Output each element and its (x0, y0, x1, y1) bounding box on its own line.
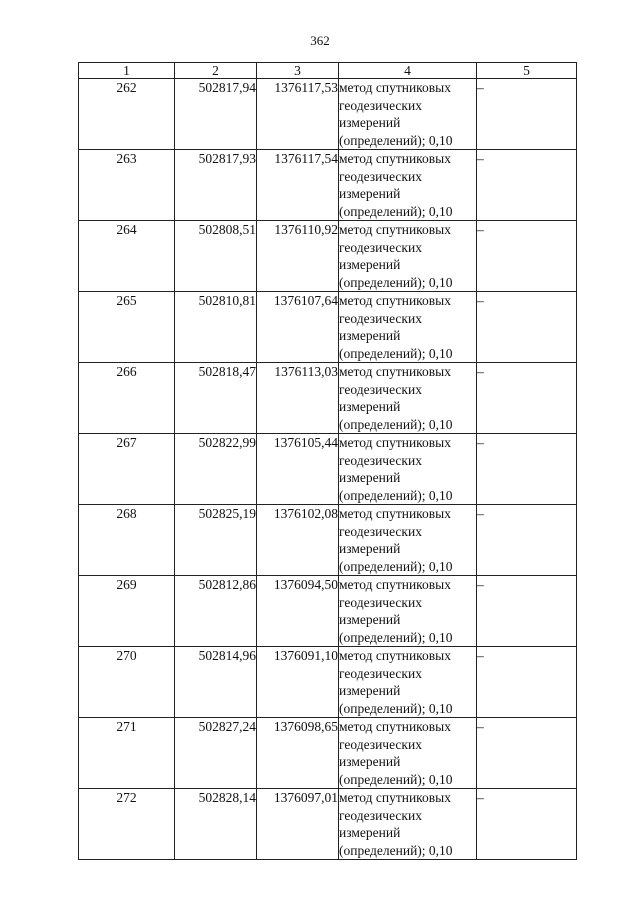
method-line: геодезических (339, 381, 422, 397)
method-line: метод спутниковых (339, 790, 451, 805)
y-coordinate-cell: 1376110,92 (257, 221, 339, 292)
table-row (79, 150, 577, 221)
point-number-cell: 264 (79, 221, 175, 292)
method-line: измерений (339, 115, 401, 130)
method-line: измерений (339, 257, 401, 272)
method-line: геодезических (339, 310, 422, 326)
method-cell (339, 576, 477, 647)
header-col-4: 4 (339, 63, 477, 79)
method-line: (определений); 0,10 (339, 274, 453, 290)
method-line: геодезических (339, 168, 422, 184)
method-line: геодезических (339, 523, 422, 539)
table-row (79, 363, 577, 434)
x-coordinate-cell: 502817,94 (175, 79, 257, 150)
table-row (79, 221, 577, 292)
method-line: геодезических (339, 736, 422, 752)
x-coordinate-cell: 502814,96 (175, 647, 257, 718)
method-line: (определений); 0,10 (339, 558, 453, 574)
note-cell: – (477, 292, 577, 363)
y-coordinate-cell: 1376117,54 (257, 150, 339, 221)
method-line: метод спутниковых (339, 577, 451, 592)
method-cell (339, 434, 477, 505)
coordinates-table (78, 62, 577, 860)
method-cell (339, 363, 477, 434)
method-line: геодезических (339, 807, 422, 823)
method-line: метод спутниковых (339, 151, 451, 166)
point-number-cell: 271 (79, 718, 175, 789)
note-cell: – (477, 434, 577, 505)
method-cell (339, 505, 477, 576)
x-coordinate-cell: 502812,86 (175, 576, 257, 647)
point-number-cell: 269 (79, 576, 175, 647)
method-line: (определений); 0,10 (339, 345, 453, 361)
point-number-cell: 270 (79, 647, 175, 718)
y-coordinate-cell: 1376113,03 (257, 363, 339, 434)
table-row (79, 79, 577, 150)
y-coordinate-cell: 1376098,65 (257, 718, 339, 789)
method-line: измерений (339, 683, 401, 698)
method-line: метод спутниковых (339, 648, 451, 663)
header-col-1: 1 (79, 63, 175, 79)
x-coordinate-cell: 502822,99 (175, 434, 257, 505)
table-row (79, 789, 577, 860)
method-cell (339, 79, 477, 150)
method-line: метод спутниковых (339, 222, 451, 237)
method-line: (определений); 0,10 (339, 132, 453, 148)
table-row (79, 292, 577, 363)
point-number-cell: 265 (79, 292, 175, 363)
y-coordinate-cell: 1376097,01 (257, 789, 339, 860)
page-number: 362 (310, 33, 330, 48)
table-body (79, 79, 577, 860)
point-number-cell: 262 (79, 79, 175, 150)
x-coordinate-cell: 502825,19 (175, 505, 257, 576)
method-line: измерений (339, 186, 401, 201)
method-line: измерений (339, 470, 401, 485)
method-line: метод спутниковых (339, 435, 451, 450)
method-line: геодезических (339, 97, 422, 113)
x-coordinate-cell: 502828,14 (175, 789, 257, 860)
table-row (79, 647, 577, 718)
x-coordinate-cell: 502810,81 (175, 292, 257, 363)
method-line: измерений (339, 541, 401, 556)
method-line: метод спутниковых (339, 719, 451, 734)
method-line: метод спутниковых (339, 80, 451, 95)
header-col-3: 3 (257, 63, 339, 79)
note-cell: – (477, 505, 577, 576)
method-line: метод спутниковых (339, 506, 451, 521)
point-number-cell: 266 (79, 363, 175, 434)
method-line: (определений); 0,10 (339, 700, 453, 716)
y-coordinate-cell: 1376094,50 (257, 576, 339, 647)
note-cell: – (477, 647, 577, 718)
table-row (79, 718, 577, 789)
method-line: геодезических (339, 665, 422, 681)
method-cell (339, 221, 477, 292)
x-coordinate-cell: 502827,24 (175, 718, 257, 789)
method-cell (339, 647, 477, 718)
method-line: (определений); 0,10 (339, 771, 453, 787)
method-line: геодезических (339, 594, 422, 610)
point-number-cell: 268 (79, 505, 175, 576)
method-line: измерений (339, 754, 401, 769)
point-number-cell: 272 (79, 789, 175, 860)
point-number-cell: 267 (79, 434, 175, 505)
method-line: (определений); 0,10 (339, 842, 453, 858)
header-col-5: 5 (477, 63, 577, 79)
method-cell (339, 789, 477, 860)
method-line: измерений (339, 825, 401, 840)
note-cell: – (477, 221, 577, 292)
point-number-cell: 263 (79, 150, 175, 221)
note-cell: – (477, 789, 577, 860)
method-line: (определений); 0,10 (339, 203, 453, 219)
table-row (79, 576, 577, 647)
note-cell: – (477, 79, 577, 150)
method-line: геодезических (339, 452, 422, 468)
method-line: геодезических (339, 239, 422, 255)
y-coordinate-cell: 1376105,44 (257, 434, 339, 505)
note-cell: – (477, 718, 577, 789)
x-coordinate-cell: 502817,93 (175, 150, 257, 221)
x-coordinate-cell: 502808,51 (175, 221, 257, 292)
method-cell (339, 292, 477, 363)
note-cell: – (477, 150, 577, 221)
method-line: метод спутниковых (339, 364, 451, 379)
method-line: (определений); 0,10 (339, 487, 453, 503)
header-row (79, 63, 577, 79)
table-row (79, 434, 577, 505)
method-line: (определений); 0,10 (339, 629, 453, 645)
y-coordinate-cell: 1376091,10 (257, 647, 339, 718)
note-cell: – (477, 576, 577, 647)
method-line: измерений (339, 328, 401, 343)
method-line: измерений (339, 399, 401, 414)
x-coordinate-cell: 502818,47 (175, 363, 257, 434)
table-row (79, 505, 577, 576)
y-coordinate-cell: 1376102,08 (257, 505, 339, 576)
method-cell (339, 150, 477, 221)
y-coordinate-cell: 1376117,53 (257, 79, 339, 150)
y-coordinate-cell: 1376107,64 (257, 292, 339, 363)
note-cell: – (477, 363, 577, 434)
method-line: измерений (339, 612, 401, 627)
header-col-2: 2 (175, 63, 257, 79)
method-line: (определений); 0,10 (339, 416, 453, 432)
method-line: метод спутниковых (339, 293, 451, 308)
method-cell (339, 718, 477, 789)
